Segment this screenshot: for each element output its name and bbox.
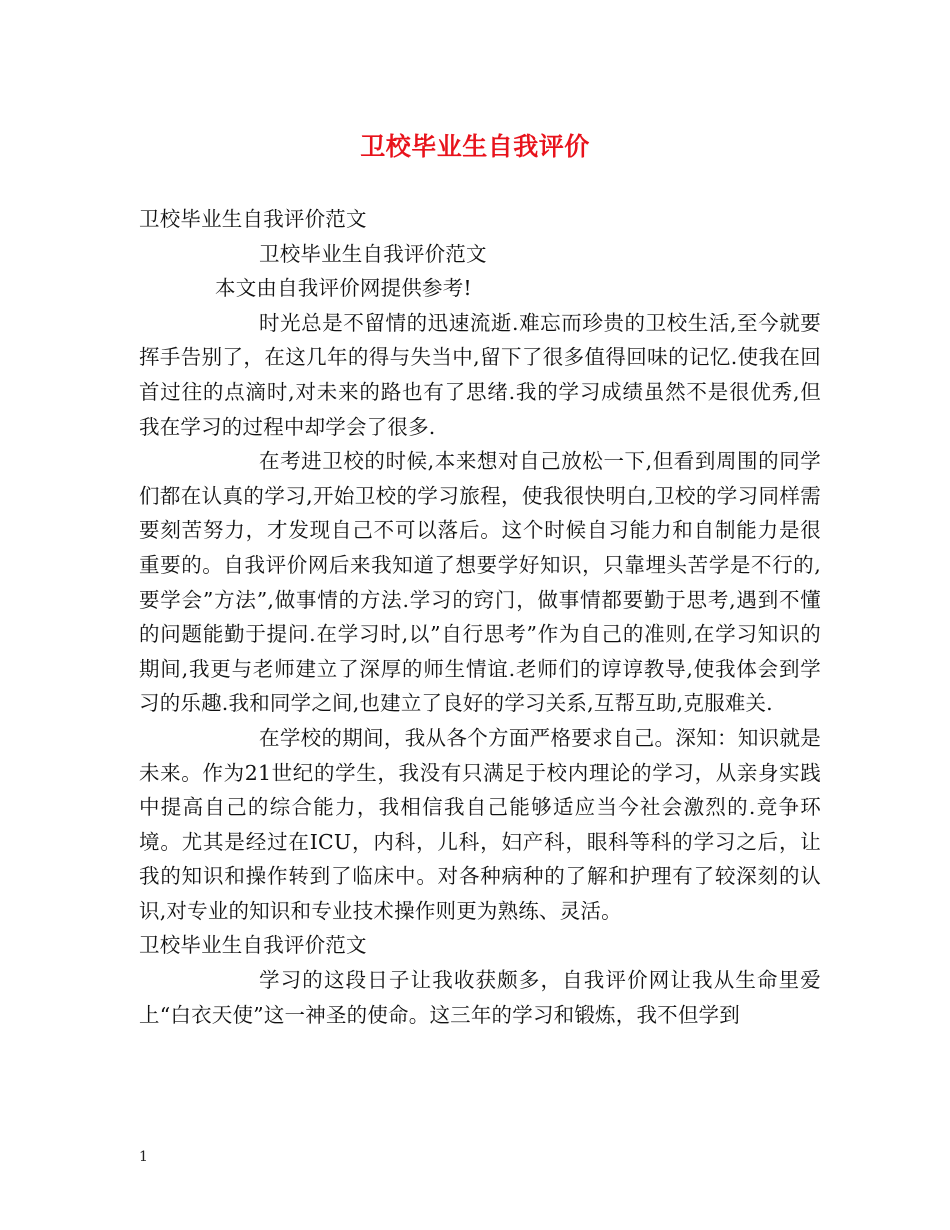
paragraph: 时光总是不留情的迅速流逝.难忘而珍贵的卫校生活,至今就要挥手告别了，在这几年的得与失当中,留下了很多值得回味的记忆.使我在回首过往的点滴时,对未来的路也有了思绪.我的学习成绩虽然不是很优秀,但我在学习的过程中却学会了很多.: [139, 310, 821, 439]
page-number: 1: [139, 1149, 148, 1165]
paragraph: 学习的这段日子让我收获颇多，自我评价网让我从生命里爱上“白衣天使”这一神圣的使命。这三年的学习和锻炼，我不但学到: [139, 968, 821, 1027]
section-line: 卫校毕业生自我评价范文: [139, 933, 367, 958]
subheading-line: 卫校毕业生自我评价范文: [259, 241, 487, 266]
paragraph: 在考进卫校的时候,本来想对自己放松一下,但看到周围的同学们都在认真的学习,开始卫校的学习旅程，使我很快明白,卫校的学习同样需要刻苦努力，才发现自己不可以落后。这个时候自习能力和自制能力是很重要的。自我评价网后来我知道了想要学好知识，只靠埋头苦学是不行的,要学会”方法”,做事情的方法.学习的窍门，做事情都要勤于思考,遇到不懂的问题能勤于提问.在学习时,以”自行思考”作为自己的准则,在学习知识的期间,我更与老师建立了深厚的师生情谊.老师们的谆谆教导,使我体会到学习的乐趣.我和同学之间,也建立了良好的学习关系,互帮互助,克服难关.: [139, 449, 821, 716]
document-body: [139, 202, 821, 1032]
heading-line: 卫校毕业生自我评价范文: [139, 207, 367, 231]
paragraph: 在学校的期间，我从各个方面严格要求自己。深知：知识就是未来。作为21世纪的学生，我没有只满足于校内理论的学习，从亲身实践中提高自己的综合能力，我相信我自己能够适应当今社会激烈的.竞争环境。尤其是经过在ICU，内科，儿科，妇产科，眼科等科的学习之后，让我的知识和操作转到了临床中。对各种病种的了解和护理有了较深刻的认识,对专业的知识和专业技术操作则更为熟练、灵活。: [139, 725, 821, 923]
document-title: 卫校毕业生自我评价: [360, 132, 590, 161]
source-line: 本文由自我评价网提供参考!: [215, 276, 472, 301]
